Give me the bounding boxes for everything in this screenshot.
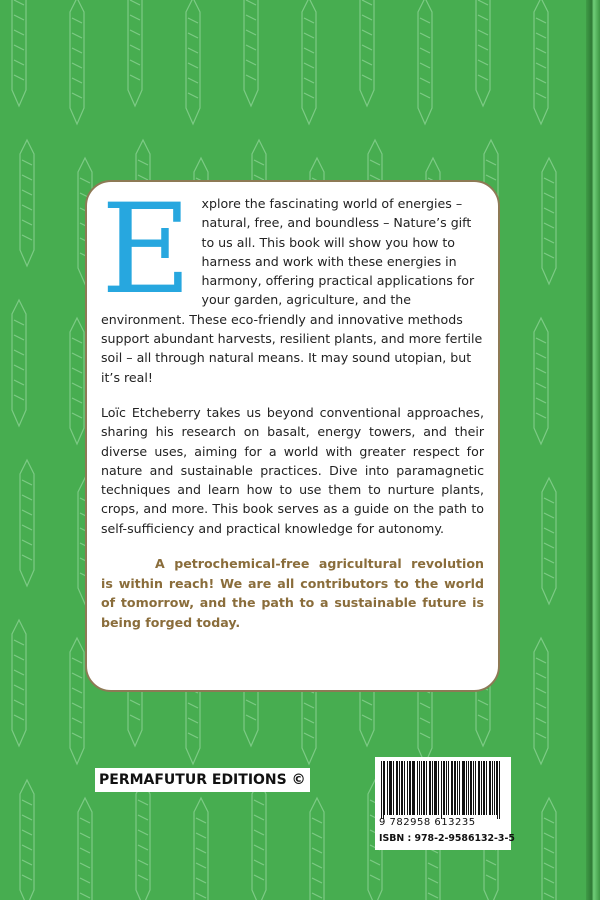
crayon-doodle — [186, 0, 200, 124]
barcode-bar — [473, 761, 474, 815]
crayon-doodle — [20, 780, 34, 900]
barcode-bar — [462, 761, 463, 815]
barcode-bar — [417, 761, 418, 815]
barcode-bar — [424, 761, 425, 815]
barcode — [375, 757, 515, 850]
crayon-doodle — [136, 780, 150, 900]
barcode-bar — [419, 761, 420, 815]
barcode-bar — [441, 761, 442, 819]
barcode-bar — [464, 761, 465, 815]
crayon-doodle — [20, 460, 34, 586]
crayon-doodle — [418, 0, 432, 124]
crayon-doodle — [70, 638, 84, 764]
crayon-doodle — [12, 300, 26, 426]
barcode-bar — [478, 761, 479, 815]
barcode-bar — [489, 761, 490, 815]
crayon-doodle — [252, 780, 266, 900]
barcode-bar — [390, 761, 391, 815]
barcode-bar — [466, 761, 467, 815]
barcode-bar — [404, 761, 405, 815]
barcode-bar — [430, 761, 431, 815]
barcode-bar — [384, 761, 385, 815]
crayon-doodle — [78, 798, 92, 900]
barcode-bar — [492, 761, 493, 815]
barcode-bar — [444, 761, 445, 815]
crayon-doodle — [360, 0, 374, 106]
barcode-bar — [468, 761, 469, 815]
barcode-bar — [497, 761, 498, 819]
crayon-doodle — [12, 0, 26, 106]
barcode-bar — [409, 761, 410, 815]
crayon-doodle — [534, 318, 548, 444]
crayon-doodle — [244, 0, 258, 106]
barcode-bar — [436, 761, 437, 815]
barcode-bar — [443, 761, 444, 815]
barcode-bar — [383, 761, 384, 819]
barcode-bar — [423, 761, 424, 815]
barcode-bar — [407, 761, 408, 815]
barcode-bar — [434, 761, 435, 815]
barcode-bar — [413, 761, 414, 815]
barcode-bar — [387, 761, 388, 815]
barcode-bar — [455, 761, 456, 815]
crayon-doodle — [194, 798, 208, 900]
barcode-bar — [381, 761, 382, 819]
barcode-bar — [490, 761, 491, 815]
barcode-bar — [499, 761, 500, 819]
barcode-bar — [414, 761, 415, 815]
barcode-bar — [429, 761, 430, 815]
barcode-bar — [435, 761, 436, 815]
barcode-bar — [479, 761, 480, 815]
barcode-bar — [494, 761, 495, 815]
drop-cap-letter: E — [101, 178, 192, 322]
barcode-number: 9 782958 613235 — [379, 817, 476, 828]
barcode-bar — [432, 761, 433, 815]
barcode-bar — [438, 761, 439, 815]
barcode-bar — [397, 761, 398, 815]
crayon-doodle — [128, 0, 142, 106]
barcode-bar — [426, 761, 427, 815]
barcode-bar — [483, 761, 484, 815]
crayon-doodle — [542, 158, 556, 284]
crayon-doodle — [534, 638, 548, 764]
author-paragraph: Loïc Etcheberry takes us beyond conventional approaches, sharing his research on basalt, energy towers, and their diverse uses, aiming for a world with greater respect for nature and sustainable practices. Dive into paramagnetic techniques and learn how to use them to nurture plants, crops, and more. This book serves as a guide on the path to self-sufficiency and practical knowledge for autonomy. — [101, 404, 484, 536]
crayon-doodle — [542, 478, 556, 604]
barcode-bar — [401, 761, 402, 815]
barcode-bars — [381, 761, 505, 819]
crayon-doodle — [302, 0, 316, 124]
barcode-bar — [470, 761, 471, 815]
publisher-label: PERMAFUTUR EDITIONS © — [95, 768, 310, 792]
barcode-bar — [484, 761, 485, 815]
crayon-doodle — [20, 140, 34, 266]
barcode-bar — [399, 761, 400, 815]
crayon-doodle — [534, 0, 548, 124]
crayon-doodle — [310, 798, 324, 900]
isbn-label: ISBN : 978-2-9586132-3-5 — [379, 833, 515, 844]
barcode-bar — [486, 761, 487, 815]
barcode-bar — [471, 761, 472, 815]
crayon-doodle — [70, 318, 84, 444]
spine-edge — [586, 0, 600, 900]
barcode-bar — [391, 761, 392, 815]
crayon-doodle — [12, 620, 26, 746]
barcode-bar — [451, 761, 452, 815]
intro-text: xplore the fascinating world of energies – natural, free, and boundless – Nature’s gift to us all. This book will show you how to harness and work with these energies in harmony, offering practical applications for your garden, agriculture, and the environment. These eco-friendly and innovative methods support abundant harvests, resilient plants, and more fertile soil – all through natural means. It may sound utopian, but it’s real! — [101, 196, 483, 385]
barcode-bar — [410, 761, 411, 815]
barcode-bar — [389, 761, 390, 815]
barcode-bar — [448, 761, 449, 815]
description-box — [85, 180, 500, 692]
barcode-bar — [475, 761, 476, 815]
crayon-doodle — [70, 0, 84, 124]
crayon-doodle — [542, 798, 556, 900]
barcode-bar — [412, 761, 413, 815]
barcode-bar — [457, 761, 458, 815]
barcode-bar — [446, 761, 447, 815]
barcode-bar — [402, 761, 403, 815]
barcode-bar — [459, 761, 460, 815]
barcode-bar — [463, 761, 464, 815]
barcode-bar — [393, 761, 394, 815]
intro-paragraph — [101, 178, 484, 387]
barcode-bar — [454, 761, 455, 815]
barcode-bar — [396, 761, 397, 815]
barcode-bar — [452, 761, 453, 815]
crayon-doodle — [476, 0, 490, 106]
barcode-bar — [496, 761, 497, 815]
closing-paragraph: A petrochemical-free agricultural revolution is within reach! We are all contributors to the world of tomorrow, and the path to a sustainable future is being forged today. — [101, 556, 484, 630]
barcode-bar — [481, 761, 482, 815]
barcode-bar — [421, 761, 422, 815]
